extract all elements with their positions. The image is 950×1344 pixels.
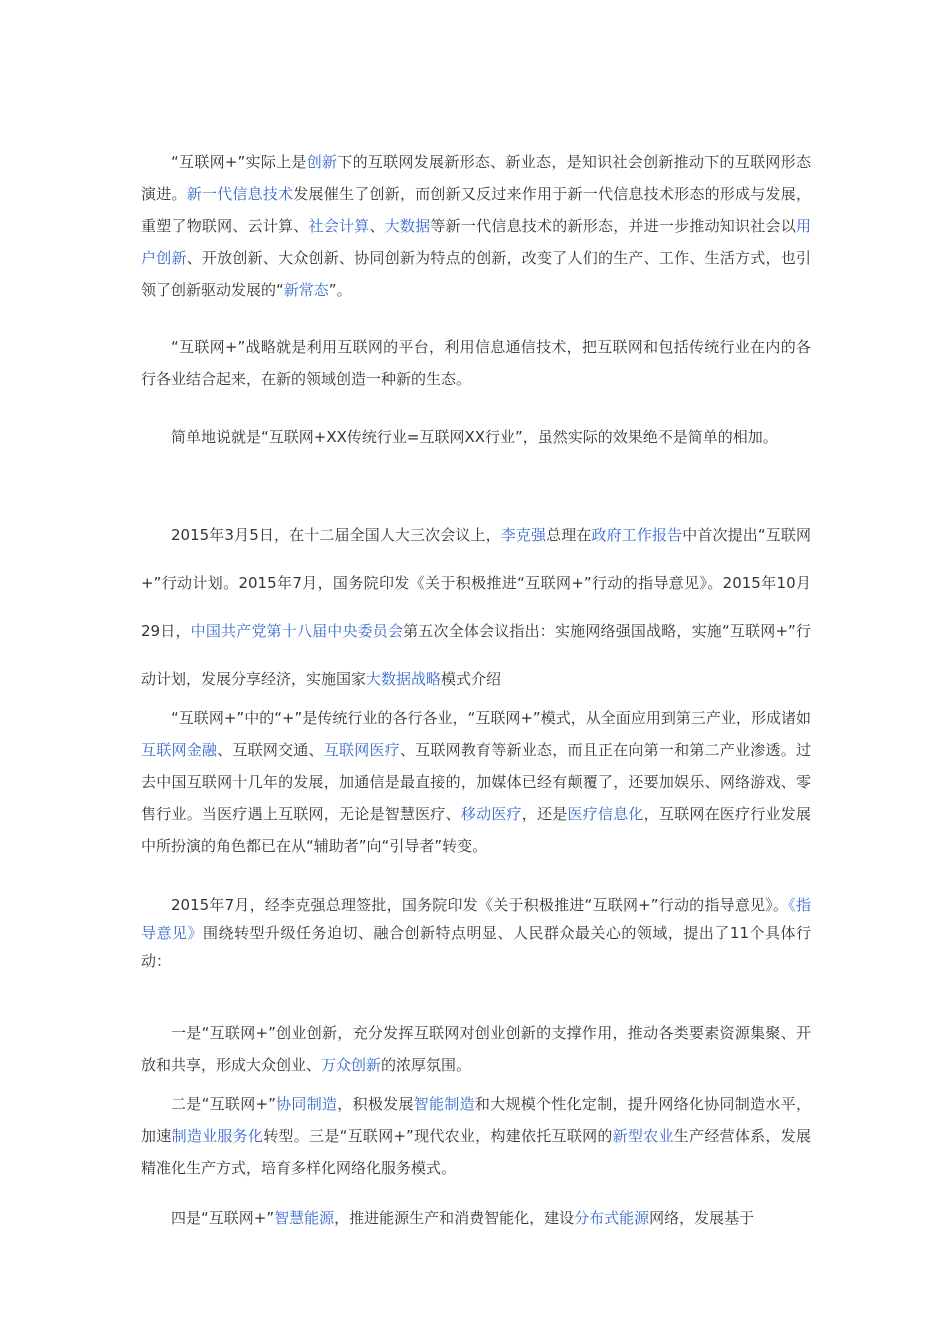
link-text[interactable]: 互联网金融 [141,741,218,759]
body-text: ，还是 [521,805,568,823]
body-text: 、开放创新、大众创新、协同创新为特点的创新，改变了人们的生产、工作、生活方式，也引领了创新驱动发展的“ [141,249,811,299]
link-text[interactable]: 互联网医疗 [323,741,400,759]
body-text: 第五次全体会议指出：实施网络强国战略，实施“互联网+”行动计划，发展分享经济，实施国家 [141,622,811,688]
link-text[interactable]: 智能制造 [413,1095,475,1113]
link-text[interactable]: 李克强 [500,526,547,544]
link-text[interactable]: 万众创新 [321,1056,382,1074]
link-text[interactable]: 新一代信息技术 [186,185,294,203]
link-text[interactable]: 《指导意见》 [141,896,811,942]
body-text: 四是“互联网+” [171,1209,275,1227]
body-text: “互联网+”战略就是利用互联网的平台，利用信息通信技术，把互联网和包括传统行业在内的各行各业结合起来，在新的领域创造一种新的生态。 [141,338,811,388]
paragraph-2 [141,331,811,395]
link-text[interactable]: 用户创新 [141,217,811,267]
body-text: 、 [369,217,385,235]
link-text[interactable]: 新常态 [283,281,329,299]
link-text[interactable]: 协同制造 [275,1095,338,1113]
paragraph-1 [141,146,811,306]
body-text: 总理在 [546,526,592,544]
paragraph-7 [141,1017,811,1081]
body-text: 等新一代信息技术的新形态，并进一步推动知识社会以 [430,217,796,235]
body-text: 网络，发展基于 [649,1209,755,1227]
link-text[interactable]: 医疗信息化 [567,805,644,823]
body-text: 的浓厚氛围。 [381,1056,472,1074]
body-text: 、互联网教育等新业态，而且正在向第一和第二产业渗透。过去中国互联网十几年的发展，加通信是最直接的，加媒体已经有颠覆了，还要加娱乐、网络游戏、零售行业。当医疗遇上互联网，无论是智慧医疗、 [141,741,811,823]
body-text: “互联网+”中的“+”是传统行业的各行各业，“互联网+”模式，从全面应用到第三产业，形成诸如 [171,709,811,727]
body-text: ，积极发展 [337,1095,414,1113]
link-text[interactable]: 智慧能源 [274,1209,335,1227]
body-text: 生产经营体系，发展精准化生产方式，培育多样化网络化服务模式。 [141,1127,811,1177]
body-text: 下的互联网发展新形态、新业态，是知识社会创新推动下的互联网形态演进。 [141,153,811,203]
link-text[interactable]: 社会计算 [308,217,370,235]
link-text[interactable]: 移动医疗 [460,805,522,823]
body-text: 和大规模个性化定制，提升网络化协同制造水平，加速 [141,1095,811,1145]
paragraph-9 [141,1202,811,1234]
link-text[interactable]: 创新 [306,153,338,171]
paragraph-4 [141,511,811,703]
paragraph-5 [141,702,811,862]
body-text: ，互联网在医疗行业发展中所扮演的角色都已在从“辅助者”向“引导者”转变。 [141,805,811,855]
body-text: 二是“互联网+” [171,1095,276,1113]
body-text: 简单地说就是“互联网+XX传统行业=互联网XX行业”，虽然实际的效果绝不是简单的相加。 [171,428,778,446]
body-text: 、互联网交通、 [217,741,324,759]
body-text: 围绕转型升级任务迫切、融合创新特点明显、人民群众最关心的领域，提出了11个具体行动： [141,924,811,970]
link-text[interactable]: 大数据战略 [366,670,442,688]
link-text[interactable]: 政府工作报告 [591,526,683,544]
body-text: 一是“互联网+”创业创新，充分发挥互联网对创业创新的支撑作用，推动各类要素资源集聚、开放和共享，形成大众创业、 [141,1024,811,1074]
body-text: ，推进能源生产和消费智能化，建设 [334,1209,575,1227]
body-text: “互联网+”实际上是 [171,153,307,171]
paragraph-8 [141,1088,811,1184]
body-text: 模式介绍 [441,670,502,688]
body-text: 中首次提出“互联网+”行动计划。2015年7月，国务院印发《关于积极推进“互联网+”行动的指导意见》。2015年10月29日， [141,526,811,640]
body-text: 2015年7月，经李克强总理签批，国务院印发《关于积极推进“互联网+”行动的指导意见》。 [171,896,789,914]
link-text[interactable]: 大数据 [384,217,431,235]
link-text[interactable]: 中国共产党第十八届中央委员会 [190,622,404,640]
paragraph-6 [141,891,811,975]
body-text: 2015年3月5日，在十二届全国人大三次会议上， [171,526,501,544]
body-text: 转型。三是“互联网+”现代农业，构建依托互联网的 [263,1127,613,1145]
link-text[interactable]: 制造业服务化 [171,1127,264,1145]
link-text[interactable]: 分布式能源 [574,1209,650,1227]
body-text: 发展催生了创新，而创新又反过来作用于新一代信息技术形态的形成与发展，重塑了物联网、云计算、 [141,185,811,235]
link-text[interactable]: 新型农业 [612,1127,674,1145]
body-text: ”。 [328,281,352,299]
paragraph-3 [141,421,811,453]
